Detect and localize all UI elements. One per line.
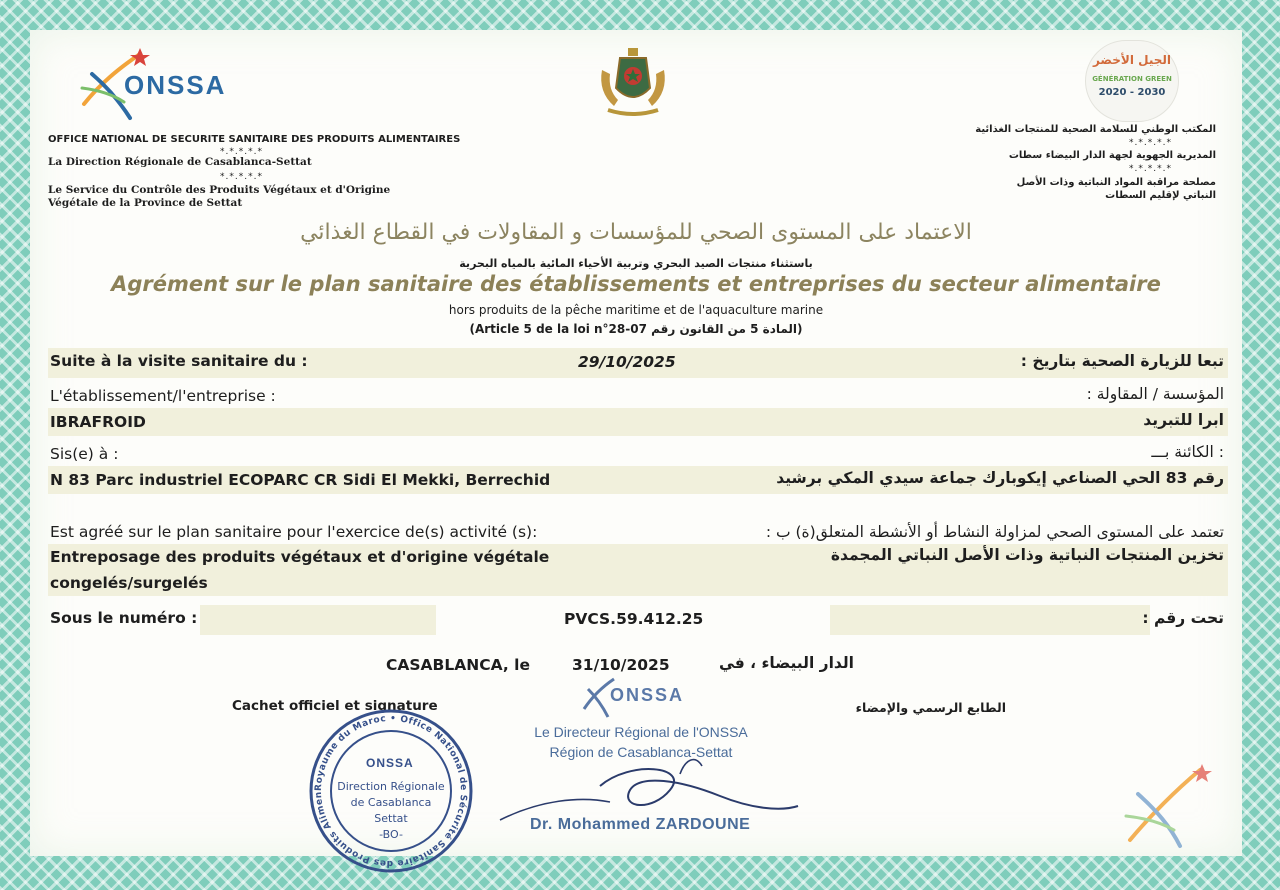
subtitle-arabic: باستثناء منتجات الصيد البحري وتربية الأحياء المائية بالمياه البحرية bbox=[459, 257, 813, 270]
title-arabic: الاعتماد على المستوى الصحي للمؤسسات و المقاولات في القطاع الغذائي bbox=[300, 220, 972, 245]
signature-label-ar: الطابع الرسمي والإمضاء bbox=[855, 700, 1006, 715]
badge-years: 2020 - 2030 bbox=[1098, 87, 1166, 98]
number-label-ar: تحت رقم : bbox=[1142, 609, 1224, 627]
direction-fr: La Direction Régionale de Casablanca-Settat bbox=[48, 156, 312, 168]
number-row-band-right bbox=[830, 605, 1150, 635]
service-fr: Le Service du Contrôle des Produits Végétaux et d'Origine Végétale de la Province de Settat bbox=[48, 184, 391, 209]
visit-label-fr: Suite à la visite sanitaire du : bbox=[50, 352, 308, 370]
official-round-stamp bbox=[306, 706, 476, 876]
footer-swoosh-icon bbox=[1120, 760, 1220, 850]
stamp-line-3: Settat bbox=[374, 812, 408, 825]
stamp-ring-text: Royaume du Maroc • Office National de Sécurité Sanitaire des Produits Alimen bbox=[313, 713, 469, 869]
issue-date: 31/10/2025 bbox=[572, 656, 670, 674]
certificate-sheet bbox=[30, 30, 1242, 869]
separator-dots: *.*.*.*.* bbox=[220, 172, 263, 182]
stamp-line-4: -BO- bbox=[379, 828, 403, 841]
signature-label-fr: Cachet officiel et signature bbox=[232, 698, 438, 714]
badge-label: GÉNÉRATION GREEN bbox=[1092, 75, 1172, 83]
activity-label-ar: تعتمد على المستوى الصحي لمزاولة النشاط أو الأنشطة المتعلق(ة) ب : bbox=[765, 523, 1224, 541]
activity-label-fr: Est agréé sur le plan sanitaire pour l'exercice de(s) activité (s): bbox=[50, 523, 538, 541]
separator-dots: *.*.*.*.* bbox=[1129, 164, 1172, 174]
activity-value-fr-line2: congelés/surgelés bbox=[50, 574, 208, 592]
director-title: Le Directeur Régional de l'ONSSA bbox=[534, 724, 748, 740]
visit-label-ar: تبعا للزيارة الصحية بتاريخ : bbox=[1020, 352, 1224, 370]
director-logo-text: ONSSA bbox=[610, 685, 685, 705]
number-row-band bbox=[200, 605, 436, 635]
generation-green-badge bbox=[1085, 40, 1179, 122]
establishment-name-fr: IBRAFROID bbox=[50, 413, 146, 431]
establishment-row-band bbox=[48, 408, 1228, 436]
coat-of-arms-emblem bbox=[594, 44, 672, 122]
office-name-fr: OFFICE NATIONAL DE SECURITE SANITAIRE DES PRODUITS ALIMENTAIRES bbox=[48, 134, 461, 145]
office-name-ar: المكتب الوطني للسلامة الصحية للمنتجات الغذائية bbox=[975, 124, 1216, 135]
location-label-fr: Sis(e) à : bbox=[50, 445, 119, 463]
logo-text: ONSSA bbox=[124, 70, 227, 100]
approval-number: PVCS.59.412.25 bbox=[564, 610, 704, 628]
city-ar: الدار البيضاء ، في bbox=[718, 654, 854, 672]
city-fr: CASABLANCA, le bbox=[386, 656, 530, 674]
establishment-label-fr: L'établissement/l'entreprise : bbox=[50, 387, 276, 405]
visit-date: 29/10/2025 bbox=[578, 353, 676, 371]
title-french: Agrément sur le plan sanitaire des établissements et entreprises du secteur alimentaire bbox=[111, 272, 1161, 296]
onssa-logo bbox=[78, 44, 268, 124]
location-value-fr: N 83 Parc industriel ECOPARC CR Sidi El Mekki, Berrechid bbox=[50, 471, 551, 489]
article-reference: (Article 5 de la loi n°28-07 المادة 5 من القانون رقم) bbox=[469, 322, 803, 336]
coat-of-arms-icon bbox=[594, 44, 672, 122]
separator-dots: *.*.*.*.* bbox=[220, 147, 263, 157]
establishment-name-ar: ابرا للتبريد bbox=[1143, 411, 1224, 429]
director-logo bbox=[580, 675, 730, 721]
director-name: Dr. Mohammed ZARDOUNE bbox=[530, 816, 751, 833]
location-label-ar: : الكائنة بـــ bbox=[1151, 443, 1224, 461]
establishment-label-ar: المؤسسة / المقاولة : bbox=[1086, 385, 1224, 403]
stamp-line-1: Direction Régionale bbox=[337, 780, 445, 793]
stamp-logo-text: ONSSA bbox=[366, 756, 414, 770]
location-value-ar: رقم 83 الحي الصناعي إيكوبارك جماعة سيدي المكي برشيد bbox=[776, 469, 1224, 487]
direction-ar: المديرية الجهوية لجهة الدار البيضاء سطات bbox=[1008, 150, 1216, 161]
service-ar: مصلحة مراقبة المواد النباتية وذات الأصل النباتي لإقليم السطات bbox=[1016, 177, 1216, 201]
activity-value-ar: تخزين المنتجات النباتية وذات الأصل النباتي المجمدة bbox=[830, 546, 1224, 564]
subtitle-french: hors produits de la pêche maritime et de l'aquaculture marine bbox=[448, 303, 824, 317]
activity-value-fr-line1: Entreposage des produits végétaux et d'origine végétale bbox=[50, 548, 550, 566]
stamp-line-2: de Casablanca bbox=[350, 796, 432, 809]
badge-arabic: الجيل الأخضر bbox=[1092, 53, 1172, 67]
separator-dots: *.*.*.*.* bbox=[1129, 138, 1172, 148]
director-region: Région de Casablanca-Settat bbox=[549, 744, 733, 760]
footer-swoosh bbox=[1120, 760, 1220, 850]
number-label-fr: Sous le numéro : bbox=[50, 609, 198, 627]
